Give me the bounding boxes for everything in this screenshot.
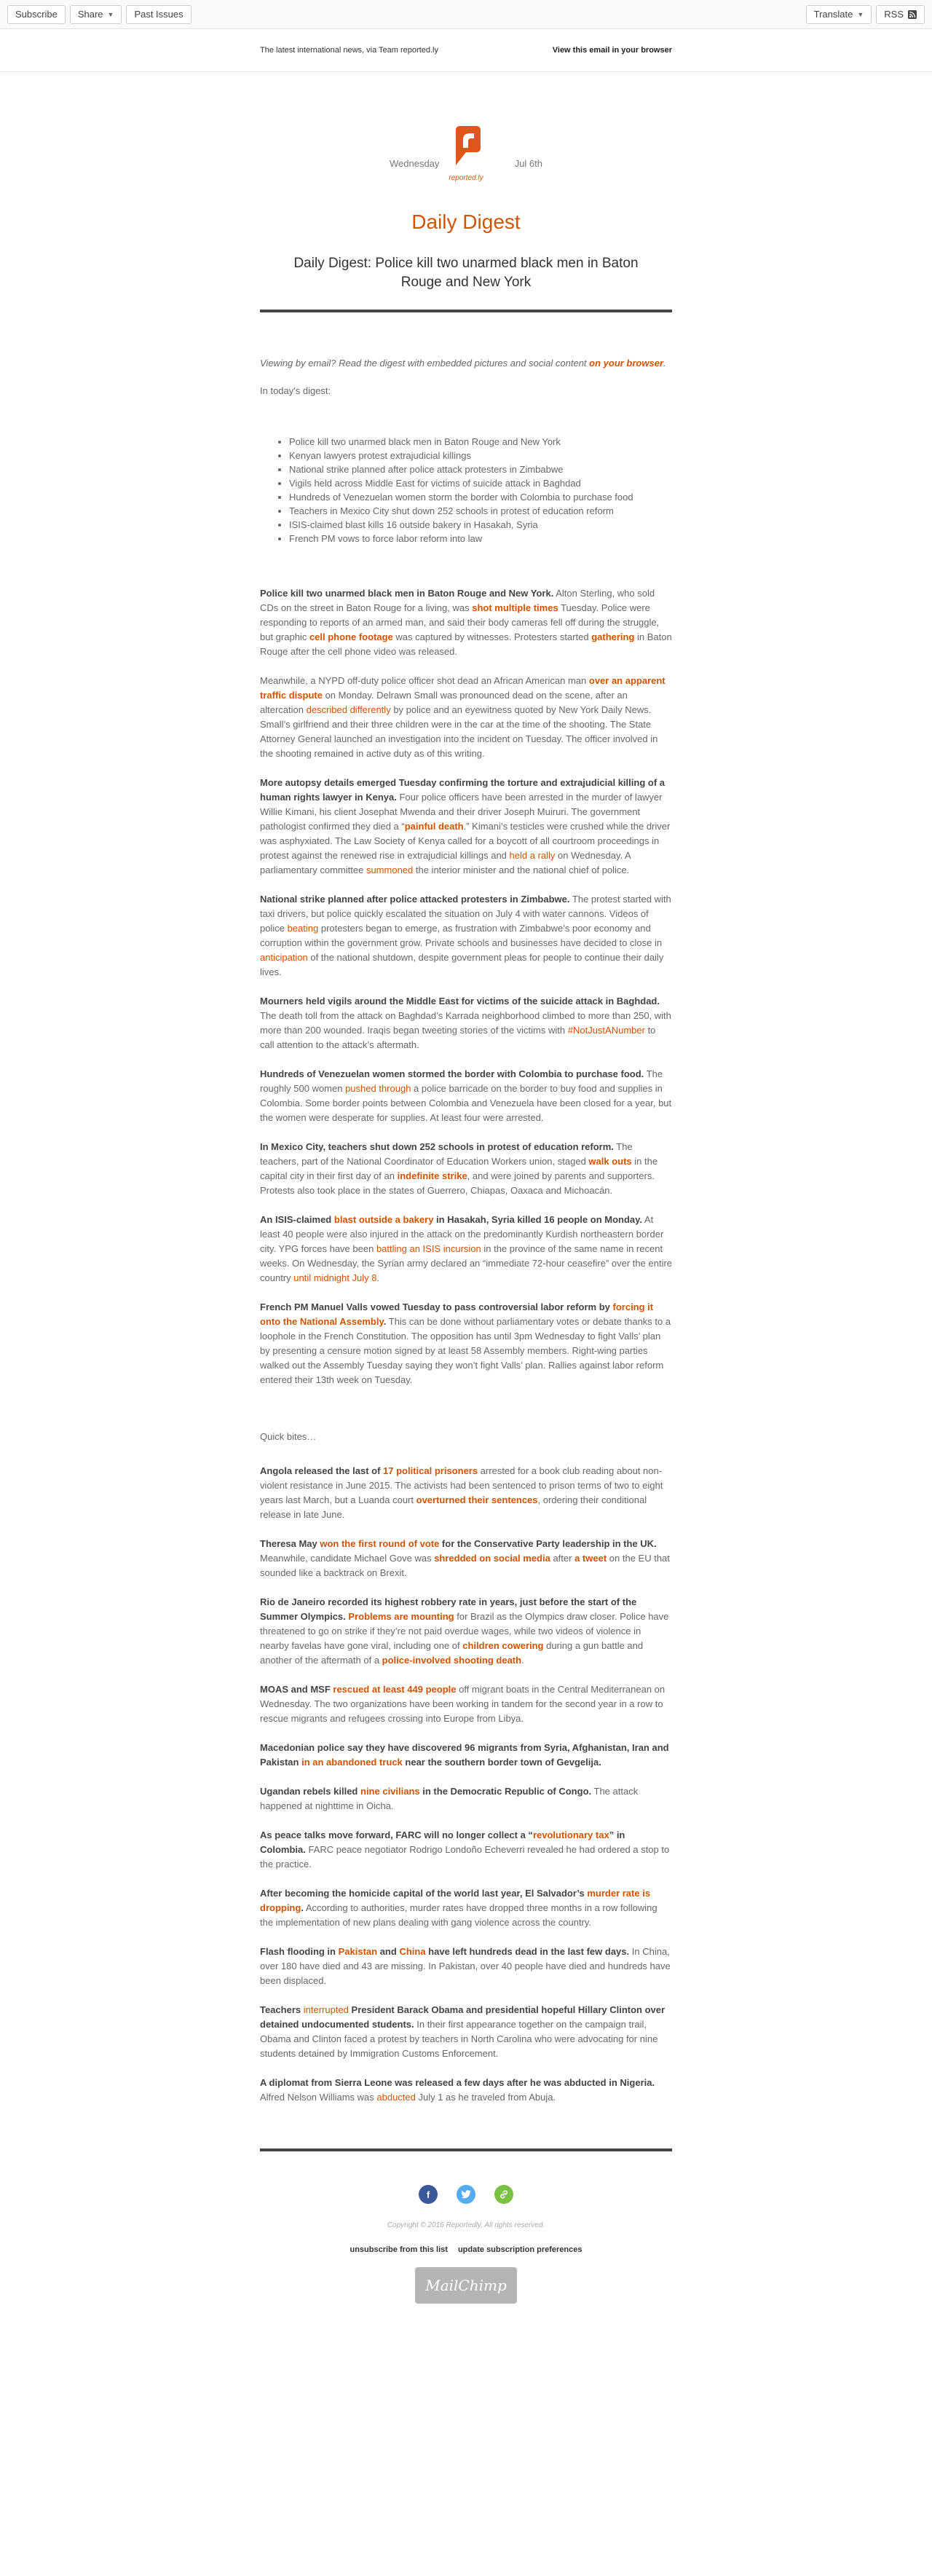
digest-subtitle: Daily Digest: Police kill two unarmed black men in Baton Rouge and New York [293, 256, 639, 290]
story-text: At least 40 people were also injured in the attack on the predominantly Kurdish northeastern border city. YPG forces have been [260, 1214, 664, 1254]
story-link[interactable]: shredded on social media [434, 1553, 550, 1564]
story-lead [260, 1214, 642, 1225]
story-link[interactable]: blast outside a bakery [333, 1214, 434, 1225]
story-link[interactable]: abducted [376, 2092, 416, 2103]
rss-button[interactable] [876, 5, 925, 24]
translate-button[interactable] [806, 5, 872, 24]
story-text: Tuesday. Police were responding to reports of an armed man, and said their body cameras fell off during the struggle, but graphic [260, 602, 660, 642]
browser-notice-text: Viewing by email? Read the digest with embedded pictures and social content [260, 358, 590, 369]
story-text: off migrant boats in the Central Mediterranean on Wednesday. The two organizations have been working in tandem for the second year in a row to rescue migrants and refugees crossing into Europe from Libya. [260, 1684, 666, 1724]
subscribe-button[interactable] [7, 5, 66, 24]
story-text: by police and an eyewitness quoted by New York Daily News. Small’s girlfriend and their three children were in the car at the time of the shooting. The State Attorney General launched an investigation into the incident on Tuesday. The officer involved in the shooting remained in active duty as of this writing. [260, 704, 658, 759]
mailchimp-badge[interactable]: MailChimp [415, 2267, 517, 2304]
quick-sierra-leone [260, 2076, 672, 2105]
story-lead: In Mexico City, teachers shut down 252 schools in protest of education reform. [260, 1141, 614, 1152]
story-lead [260, 1786, 591, 1797]
story-mexico [260, 1140, 672, 1198]
story-link[interactable]: cell phone footage [309, 631, 393, 642]
list-item: • ISIS-claimed blast kills 16 outside bakery in Hasakah, Syria [289, 518, 672, 532]
story-new-york [260, 674, 672, 761]
chevron-down-icon: ▼ [857, 10, 864, 18]
story-text: during a gun battle and another of the aftermath of a [260, 1640, 644, 1666]
logo-wordmark: reported.ly [449, 174, 483, 182]
story-link[interactable]: beating [287, 923, 319, 934]
link-icon [499, 2189, 509, 2199]
story-text: . [376, 1272, 380, 1283]
quick-macedonia [260, 1741, 672, 1770]
list-item: • National strike planned after police attack protesters in Zimbabwe [289, 462, 672, 476]
quick-uk [260, 1537, 672, 1580]
story-text: arrested for a book club reading about non-violent resistance in June 2015. The activists had been sentenced to prison terms of two to eight years last March, but a Luanda court [260, 1465, 663, 1505]
story-link[interactable]: children cowering [462, 1640, 544, 1651]
story-lead-text: Flash flooding in [260, 1946, 339, 1957]
story-lead-text: After becoming the homicide capital of the world last year, El Salvador’s [260, 1888, 588, 1899]
story-link[interactable]: nine civilians [360, 1786, 420, 1797]
social-links [260, 2185, 672, 2204]
past-issues-label: Past Issues [134, 9, 183, 20]
on-your-browser-link[interactable]: on your browser [589, 358, 664, 369]
story-lead: Rio de Janeiro recorded its highest robbery rate in years, just before the start of the Summer Olympics. [260, 1596, 637, 1622]
story-link[interactable]: painful death [404, 821, 464, 832]
story-text: in the province of the same name in recent weeks. On Wednesday, the Syrian army declared an “immediate 72-hour ceasefire” over the entire country [260, 1243, 673, 1283]
story-baton-rouge [260, 586, 672, 659]
story-link[interactable]: walk outs [588, 1156, 632, 1167]
story-venezuela [260, 1067, 672, 1125]
story-lead-text: Angola released the last of [260, 1465, 384, 1476]
todays-digest-label: In today's digest: [260, 385, 331, 396]
story-lead-text: and [377, 1946, 400, 1957]
story-link[interactable]: won the first round of vote [320, 1538, 440, 1549]
digest-contents-list [260, 435, 672, 545]
story-link[interactable]: a tweet [574, 1553, 607, 1564]
story-link[interactable]: indefinite strike [397, 1170, 467, 1181]
story-link[interactable]: #NotJustANumber [567, 1025, 645, 1036]
unsubscribe-link[interactable]: unsubscribe from this list [350, 2245, 448, 2254]
story-text: Alfred Nelson Williams was [260, 2092, 377, 2103]
story-lead-text: in the Democratic Republic of Congo. [419, 1786, 592, 1797]
story-text: of the national shutdown, despite government pleas for people to continue their daily lives. [260, 952, 664, 977]
story-text: The roughly 500 women [260, 1068, 663, 1094]
story-lead [260, 1742, 669, 1768]
story-text: after [550, 1553, 575, 1564]
list-item: • Kenyan lawyers protest extrajudicial killings [289, 449, 672, 462]
toolbar-left [7, 5, 191, 24]
subscribe-label: Subscribe [15, 9, 58, 20]
story-lead [260, 1538, 657, 1549]
toolbar-right [806, 5, 925, 24]
story-link[interactable]: police-involved shooting death [382, 1655, 522, 1666]
story-link[interactable]: interrupted [303, 2004, 349, 2015]
story-lead-text: Ugandan rebels killed [260, 1786, 360, 1797]
story-text: on Wednesday. A parliamentary committee [260, 850, 631, 875]
story-link[interactable]: until midnight July 8 [293, 1272, 377, 1283]
story-link[interactable]: Problems are mounting [348, 1611, 454, 1622]
story-text: a police barricade on the border to buy food and supplies in Colombia. Some border points between Colombia and Venezuela have been closed for a year, but the women were desperate for supplies. At least four were arrested. [260, 1083, 672, 1123]
story-link[interactable]: 17 political prisoners [383, 1465, 478, 1476]
story-text: to call attention to the attack’s aftermath. [260, 1025, 656, 1050]
story-link[interactable]: overturned their sentences [416, 1494, 538, 1505]
story-link[interactable]: rescued at least 449 people [333, 1684, 457, 1695]
story-lead [260, 1946, 629, 1957]
story-text: was captured by witnesses. Protesters started [392, 631, 592, 642]
story-text: The protest started with taxi drivers, but police quickly escalated the situation on July 4 with water cannons. Videos of police [260, 894, 671, 934]
story-text: the interior minister and the national chief of police. [413, 864, 630, 875]
quick-moas [260, 1682, 672, 1726]
story-lead-text: Teachers [260, 2004, 304, 2015]
share-button[interactable] [70, 5, 122, 24]
story-lead-text: have left hundreds dead in the last few days. [425, 1946, 630, 1957]
mailchimp-toolbar [0, 0, 932, 29]
quick-el-salvador [260, 1886, 672, 1930]
story-link[interactable]: held a rally [509, 850, 556, 861]
quick-rio [260, 1595, 672, 1668]
story-lead-text: Macedonian police say they have discovered 96 migrants from Syria, Afghanistan, Iran and Pakistan [260, 1742, 669, 1768]
chevron-down-icon: ▼ [107, 10, 114, 18]
quick-flooding [260, 1945, 672, 1988]
quick-farc [260, 1828, 672, 1872]
story-lead: Hundreds of Venezuelan women stormed the border with Colombia to purchase food. [260, 1068, 644, 1079]
rss-icon [908, 10, 917, 19]
story-text: Alton Sterling, who sold CDs on the street in Baton Rouge for a living, was [260, 588, 655, 613]
story-link[interactable]: summoned [366, 864, 414, 875]
story-link[interactable]: battling an ISIS incursion [376, 1243, 481, 1254]
story-link[interactable]: revolutionary tax [532, 1829, 609, 1840]
story-lead [260, 1684, 456, 1695]
quick-uganda [260, 1784, 672, 1813]
preheader-text: The latest international news, via Team reported.ly [260, 46, 438, 55]
story-text: According to authorities, murder rates have dropped three months in a row following the implementation of new plans dealing with gang violence across the country. [260, 1902, 657, 1928]
story-link[interactable]: pushed through [345, 1083, 411, 1094]
story-text: in the capital city in their first day of an [260, 1156, 658, 1181]
quick-angola [260, 1464, 672, 1522]
story-link[interactable]: over an apparent traffic dispute [260, 675, 666, 701]
browser-notice [260, 356, 672, 371]
story-baghdad [260, 994, 672, 1052]
story-text: In China, over 180 have died and 43 are missing. In Pakistan, over 40 people have died and hundreds have been displaced. [260, 1946, 671, 1986]
reportedly-logo-icon [450, 123, 482, 167]
story-text: July 1 as he traveled from Abuja. [415, 2092, 556, 2103]
email-footer [260, 2151, 672, 2304]
past-issues-button[interactable] [126, 5, 191, 24]
story-lead-text: An ISIS-claimed [260, 1214, 334, 1225]
story-lead-text: Theresa May [260, 1538, 320, 1549]
story-lead-text: ” in Colombia. [260, 1829, 625, 1855]
story-text: on Monday. Delrawn Small was pronounced dead on the scene, after an altercation [260, 690, 628, 715]
story-text: for Brazil as the Olympics draw closer. Police have threatened to go on strike if they’re not paid overdue wages, while two videos of violence in nearby favelas have gone viral, including one of [260, 1611, 669, 1651]
story-link[interactable]: described differently [306, 704, 391, 715]
story-text: .” Kimani’s testicles were crushed while the driver was asphyxiated. The Law Society of Kenya called for a boycott of all courtroom proceedings in protest against the renewed rise in extrajudicial killings and [260, 821, 671, 861]
website-icon[interactable] [494, 2185, 513, 2204]
divider [260, 310, 672, 312]
story-text: FARC peace negotiator Rodrigo Londoño Echeverri revealed he had ordered a stop to the practice. [260, 1844, 670, 1870]
story-kenya [260, 776, 672, 878]
email-body [260, 123, 672, 2304]
story-syria [260, 1213, 672, 1285]
story-lead: Police kill two unarmed black men in Baton Rouge and New York. [260, 588, 554, 599]
update-preferences-link[interactable]: update subscription preferences [457, 2245, 582, 2254]
story-lead: More autopsy details emerged Tuesday confirming the torture and extrajudicial killing of a human rights lawyer in Kenya. [260, 777, 665, 803]
preheader [260, 29, 672, 71]
story-text: The death toll from the attack on Baghdad’s Karrada neighborhood climbed to more than 250, with more than 200 wounded. Iraqis began tweeting stories of the victims with [260, 1010, 671, 1036]
story-link[interactable]: in an abandoned truck [301, 1757, 403, 1768]
page-title: Daily Digest [411, 210, 521, 233]
story-text: protesters began to emerge, as frustration with Zimbabwe’s poor economy and corruption within the government grow. Private schools and businesses have decided to close in [260, 923, 663, 948]
list-item: • Vigils held across Middle East for victims of suicide attack in Baghdad [289, 476, 672, 490]
list-item: • Hundreds of Venezuelan women storm the border with Colombia to purchase food [289, 490, 672, 504]
story-text: The teachers, part of the National Coordinator of Education Workers union, staged [260, 1141, 633, 1167]
facebook-icon[interactable]: f [419, 2185, 438, 2204]
copyright-text: Copyright © 2016 Reportedly, All rights reserved. [387, 2221, 545, 2229]
twitter-bird-icon [461, 2190, 471, 2199]
story-lead-text: French PM Manuel Valls vowed Tuesday to pass controversial labor reform by [260, 1301, 613, 1312]
story-link[interactable]: Pakistan [338, 1946, 378, 1957]
story-lead-text: . [383, 1316, 387, 1327]
footer-links [260, 2245, 672, 2254]
story-link[interactable]: China [399, 1946, 426, 1957]
browser-notice-end: . [663, 358, 666, 369]
story-link[interactable]: anticipation [260, 952, 308, 963]
story-lead [260, 1465, 478, 1476]
story-text: . [521, 1655, 524, 1666]
story-text: The attack happened at nighttime in Oicha. [260, 1786, 639, 1811]
story-text: In their first appearance together on the campaign trail, Obama and Clinton faced a protest by teachers in North Carolina who were advocating for nine students detained by Immigration Customs Enforcement. [260, 2019, 658, 2059]
story-text: in Baton Rouge after the cell phone video was released. [260, 631, 672, 657]
story-lead: National strike planned after police attacked protesters in Zimbabwe. [260, 894, 570, 905]
story-link[interactable]: shot multiple times [472, 602, 558, 613]
twitter-icon[interactable] [457, 2185, 475, 2204]
quick-bites-label: Quick bites… [260, 1431, 317, 1442]
story-text: This can be done without parliamentary votes or debate thanks to a loophole in the French Constitution. The opposition has until 3pm Wednesday to fight Valls’ plan by presenting a censure motion signed by at least 58 Assembly members. Right-wing parties walked out the Assembly Tuesday saying they won’t fight Valls’ plan. Rallies against labor reform entered their 13th week on Tuesday. [260, 1316, 671, 1385]
translate-label: Translate [813, 9, 853, 20]
story-text: Meanwhile, a NYPD off-duty police officer shot dead an African American man [260, 675, 589, 686]
story-text: , ordering their conditional release in late June. [260, 1494, 647, 1520]
header-date: Jul 6th [514, 158, 542, 169]
story-zimbabwe [260, 892, 672, 980]
list-item: • Teachers in Mexico City shut down 252 schools in protest of education reform [289, 504, 672, 518]
quick-teachers [260, 2003, 672, 2061]
preheader-band [0, 29, 932, 72]
story-lead-text: in Hasakah, Syria killed 16 people on Monday. [433, 1214, 643, 1225]
story-lead: Mourners held vigils around the Middle East for victims of the suicide attack in Baghdad. [260, 996, 660, 1007]
story-lead-text: near the southern border town of Gevgelija. [402, 1757, 601, 1768]
share-label: Share [77, 9, 103, 20]
story-lead-text: MOAS and MSF [260, 1684, 333, 1695]
header-day: Wednesday [390, 158, 440, 169]
list-item: • Police kill two unarmed black men in Baton Rouge and New York [289, 435, 672, 449]
story-link[interactable]: murder rate is dropping [260, 1888, 651, 1913]
story-link[interactable]: forcing it onto the National Assembly [260, 1301, 654, 1327]
story-text: Meanwhile, candidate Michael Gove was [260, 1553, 435, 1564]
story-link[interactable]: gathering [591, 631, 635, 642]
story-france [260, 1300, 672, 1387]
story-text: Four police officers have been arrested in the murder of lawyer Willie Kimani, his client Josephat Mwenda and their driver Joseph Muiruri. The government pathologist confirmed they died a “ [260, 792, 663, 832]
story-lead-text: . [301, 1902, 304, 1913]
list-item: • French PM vows to force labor reform into law [289, 532, 672, 545]
rss-label: RSS [884, 9, 904, 20]
story-lead-text: President Barack Obama and presidential hopeful Hillary Clinton over detained undocumented students. [260, 2004, 666, 2030]
digest-header [260, 123, 672, 205]
story-lead-text: As peace talks move forward, FARC will no longer collect a “ [260, 1829, 533, 1840]
view-in-browser-link[interactable]: View this email in your browser [552, 46, 672, 55]
story-text: on the EU that sounded like a backtrack on Brexit. [260, 1553, 670, 1578]
story-text: , and were joined by parents and supporters. Protests also took place in the states of Guerrero, Chiapas, Oaxaca and Michoacán. [260, 1170, 655, 1196]
story-lead: A diplomat from Sierra Leone was released a few days after he was abducted in Nigeria. [260, 2077, 655, 2088]
story-lead-text: for the Conservative Party leadership in the UK. [439, 1538, 657, 1549]
